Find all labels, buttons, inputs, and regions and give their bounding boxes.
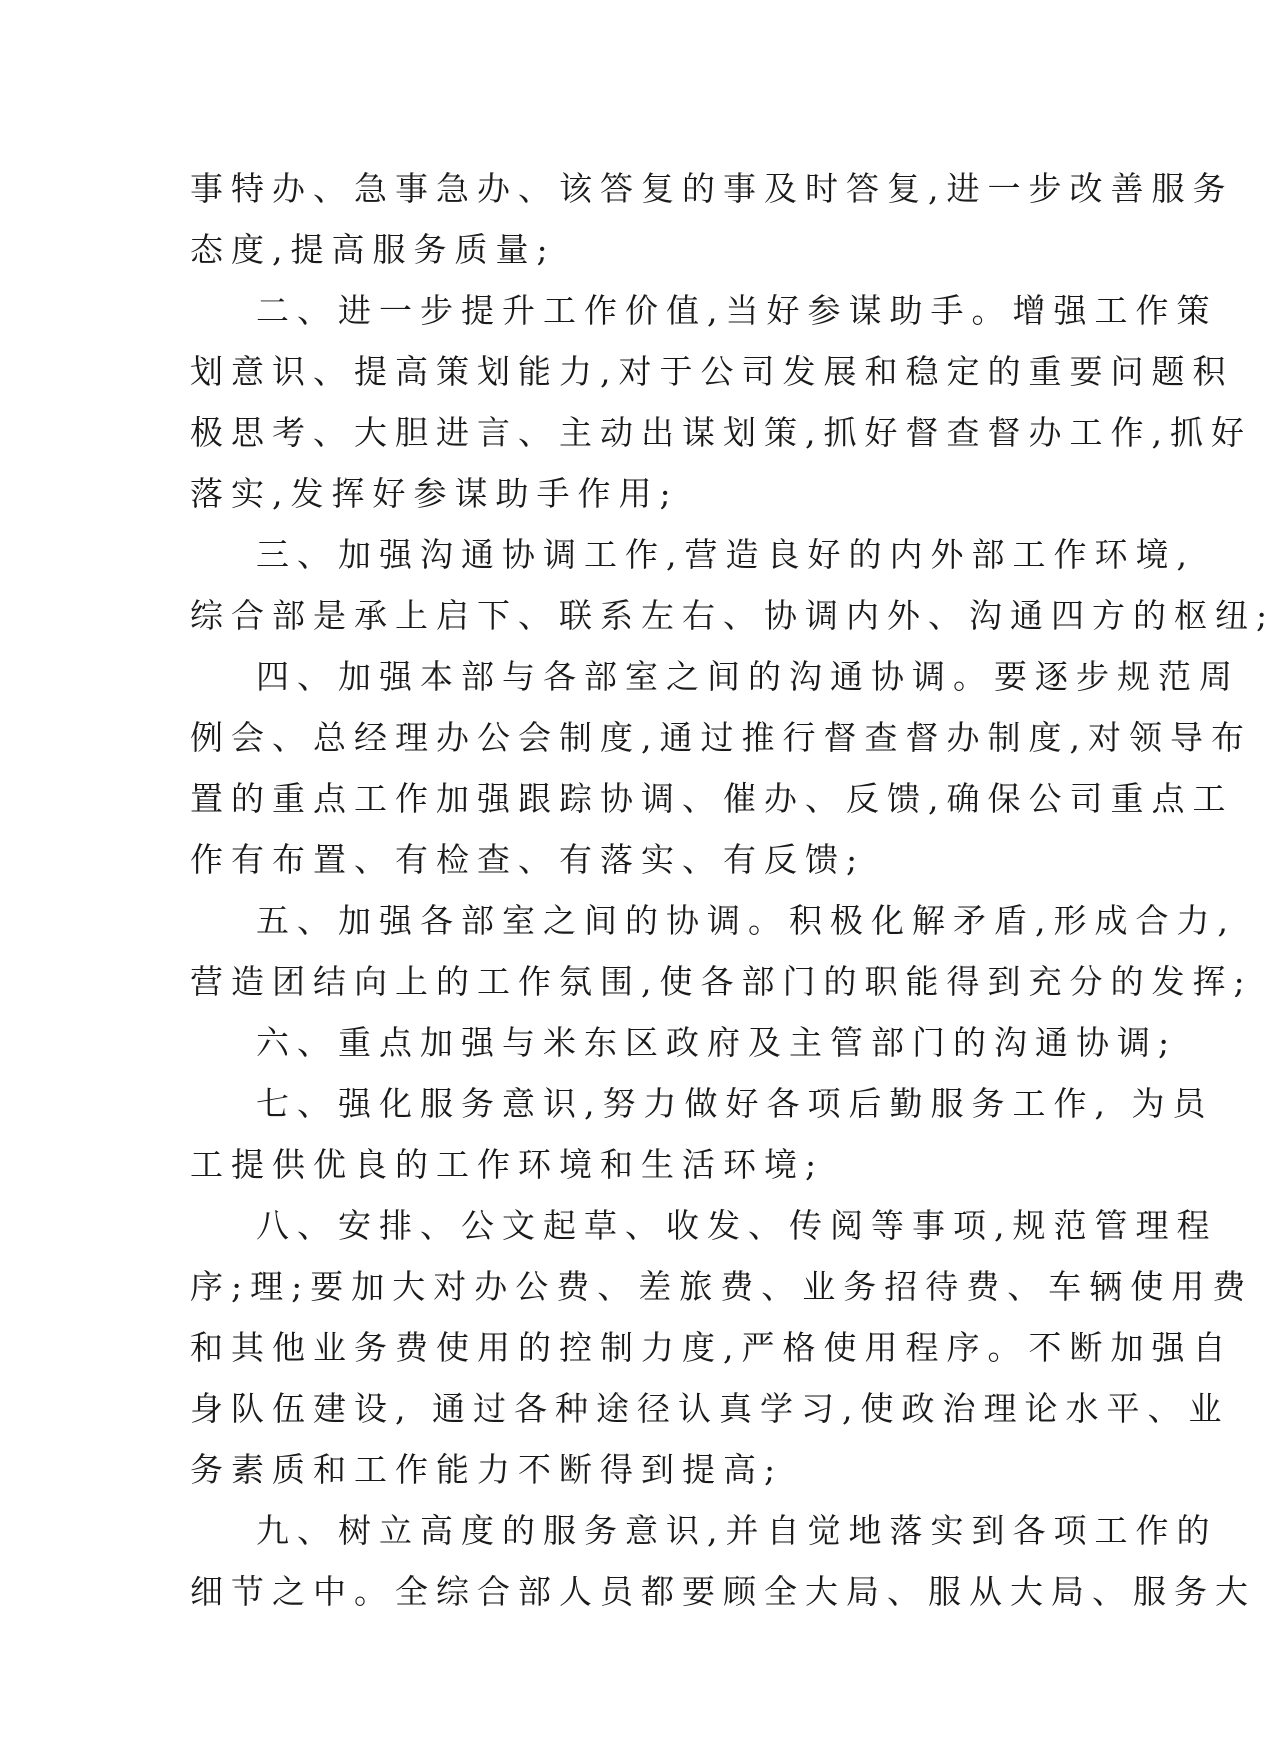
text-line: 和其他业务费使用的控制力度,严格使用程序。不断加强自 bbox=[190, 1328, 1234, 1367]
paragraph-start-line: 四、加强本部与各部室之间的沟通协调。要逐步规范周 bbox=[256, 657, 1240, 696]
text-line: 工提供优良的工作环境和生活环境; bbox=[190, 1145, 825, 1184]
text-line: 营造团结向上的工作氛围,使各部门的职能得到充分的发挥; bbox=[190, 962, 1253, 1001]
text-line: 序;理;要加大对办公费、差旅费、业务招待费、车辆使用费 bbox=[190, 1267, 1254, 1306]
text-line: 细节之中。全综合部人员都要顾全大局、服从大局、服务大 bbox=[190, 1572, 1256, 1611]
paragraph-start-line: 二、进一步提升工作价值,当好参谋助手。增强工作策 bbox=[256, 291, 1218, 330]
text-line: 作有布置、有检查、有落实、有反馈; bbox=[190, 840, 866, 879]
text-line: 极思考、大胆进言、主动出谋划策,抓好督查督办工作,抓好 bbox=[190, 413, 1252, 452]
paragraph-start-line: 七、强化服务意识,努力做好各项后勤服务工作, 为员 bbox=[256, 1084, 1214, 1123]
text-line: 落实,发挥好参谋助手作用; bbox=[190, 474, 679, 513]
text-line: 态度,提高服务质量; bbox=[190, 230, 556, 269]
paragraph-start-line: 九、树立高度的服务意识,并自觉地落实到各项工作的 bbox=[256, 1511, 1218, 1550]
text-line: 身队伍建设, 通过各种途径认真学习,使政治理论水平、业 bbox=[190, 1389, 1230, 1428]
text-line: 务素质和工作能力不断得到提高; bbox=[190, 1450, 784, 1489]
paragraph-start-line: 五、加强各部室之间的协调。积极化解矛盾,形成合力, bbox=[256, 901, 1236, 940]
text-line: 置的重点工作加强跟踪协调、催办、反馈,确保公司重点工 bbox=[190, 779, 1234, 818]
paragraph-start-line: 三、加强沟通协调工作,营造良好的内外部工作环境, bbox=[256, 535, 1195, 574]
text-line: 综合部是承上启下、联系左右、协调内外、沟通四方的枢纽; bbox=[190, 596, 1275, 635]
document-body bbox=[190, 158, 1275, 1622]
text-line: 例会、总经理办公会制度,通过推行督查督办制度,对领导布 bbox=[190, 718, 1252, 757]
paragraph-start-line: 六、重点加强与米东区政府及主管部门的沟通协调; bbox=[256, 1023, 1178, 1062]
text-line: 划意识、提高策划能力,对于公司发展和稳定的重要问题积 bbox=[190, 352, 1234, 391]
text-line: 事特办、急事急办、该答复的事及时答复,进一步改善服务 bbox=[190, 169, 1234, 208]
paragraph-start-line: 八、安排、公文起草、收发、传阅等事项,规范管理程 bbox=[256, 1206, 1218, 1245]
